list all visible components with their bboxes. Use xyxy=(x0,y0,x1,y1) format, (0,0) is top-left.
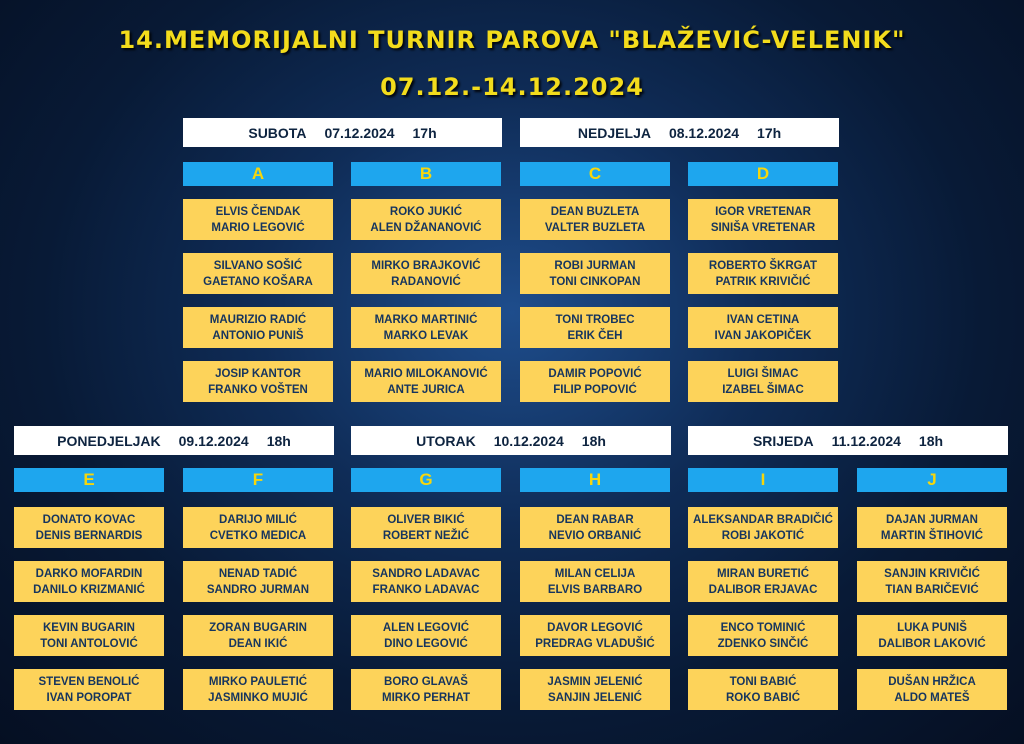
player-name: IVAN JAKOPIČEK xyxy=(714,329,812,342)
day-header-srijeda xyxy=(688,426,1008,455)
player-name: TONI BABIĆ xyxy=(729,675,797,688)
day-date: 08.12.2024 xyxy=(668,124,740,141)
pair-card xyxy=(688,199,838,240)
day-day: UTORAK xyxy=(416,432,476,449)
player-name: IGOR VRETENAR xyxy=(715,205,811,218)
group-header-j: J xyxy=(857,468,1007,492)
player-name: MARTIN ŠTIHOVIĆ xyxy=(880,529,984,542)
player-name: JASMINKO MUJIĆ xyxy=(208,691,308,704)
pair-card xyxy=(351,669,501,710)
player-name: DAJAN JURMAN xyxy=(885,513,978,526)
day-date: 11.12.2024 xyxy=(831,432,901,449)
pair-card xyxy=(351,307,501,348)
player-name: ROKO JUKIĆ xyxy=(389,205,463,218)
player-name: ELVIS BARBARO xyxy=(547,583,643,596)
player-name: SANJIN KRIVIČIĆ xyxy=(884,567,980,580)
group-header-c: C xyxy=(520,162,670,186)
pair-card xyxy=(688,307,838,348)
pair-card xyxy=(688,561,838,602)
pair-card xyxy=(183,253,333,294)
day-date: 09.12.2024 xyxy=(178,432,249,449)
player-name: BORO GLAVAŠ xyxy=(384,675,468,688)
tournament-title: 14.MEMORIJALNI TURNIR PAROVA "BLAŽEVIĆ-VELENIK" xyxy=(118,26,906,54)
player-name: STEVEN BENOLIĆ xyxy=(38,675,140,688)
player-name: DEAN BUZLETA xyxy=(550,205,640,218)
pair-card xyxy=(183,669,333,710)
player-name: ROBI JURMAN xyxy=(554,259,636,272)
player-name: DEAN IKIĆ xyxy=(228,637,288,650)
pair-card xyxy=(857,507,1007,548)
day-day: SRIJEDA xyxy=(752,432,814,449)
pair-card xyxy=(183,615,333,656)
day-time: 18h xyxy=(918,432,944,449)
player-name: DANILO KRIZMANIĆ xyxy=(33,583,145,596)
player-name: DALIBOR ERJAVAC xyxy=(708,583,818,596)
pair-card xyxy=(351,361,501,402)
pair-card xyxy=(183,361,333,402)
pair-card xyxy=(857,615,1007,656)
group-header-i: I xyxy=(688,468,838,492)
player-name: GAETANO KOŠARA xyxy=(203,275,313,288)
player-name: MIRKO BRAJKOVIĆ xyxy=(371,259,481,272)
player-name: KEVIN BUGARIN xyxy=(42,621,135,634)
pair-card xyxy=(351,199,501,240)
player-name: MAURIZIO RADIĆ xyxy=(209,313,307,326)
pair-card xyxy=(520,307,670,348)
player-name: FRANKO VOŠTEN xyxy=(208,383,308,396)
pair-card xyxy=(183,507,333,548)
player-name: LUIGI ŠIMAC xyxy=(727,367,799,380)
player-name: ZDENKO SINČIĆ xyxy=(717,637,809,650)
player-name: JASMIN JELENIĆ xyxy=(547,675,643,688)
player-name: ANTONIO PUNIŠ xyxy=(212,329,304,342)
pair-card xyxy=(183,199,333,240)
day-date: 07.12.2024 xyxy=(324,124,395,141)
pair-card xyxy=(14,669,164,710)
day-day: PONEDJELJAK xyxy=(57,432,161,449)
player-name: ALEN DŽANANOVIĆ xyxy=(370,221,482,234)
player-name: TONI CINKOPAN xyxy=(549,275,641,288)
pair-card xyxy=(351,561,501,602)
group-header-a: A xyxy=(183,162,333,186)
player-name: MILAN CELIJA xyxy=(554,567,636,580)
day-day: NEDJELJA xyxy=(577,124,651,141)
player-name: TONI TROBEC xyxy=(555,313,635,326)
pair-card xyxy=(857,669,1007,710)
day-header-nedjelja xyxy=(520,118,839,147)
day-date: 10.12.2024 xyxy=(493,432,564,449)
player-name: IVAN POROPAT xyxy=(46,691,132,704)
player-name: ANTE JURICA xyxy=(387,383,465,396)
player-name: ELVIS ČENDAK xyxy=(215,205,301,218)
player-name: SANDRO LADAVAC xyxy=(372,567,480,580)
day-day: SUBOTA xyxy=(248,124,307,141)
pair-card xyxy=(688,615,838,656)
pair-card xyxy=(14,561,164,602)
player-name: OLIVER BIKIĆ xyxy=(387,513,465,526)
group-header-g: G xyxy=(351,468,501,492)
player-name: DINO LEGOVIĆ xyxy=(384,637,468,650)
day-header-utorak xyxy=(351,426,671,455)
group-header-b: B xyxy=(351,162,501,186)
player-name: DENIS BERNARDIS xyxy=(35,529,143,542)
day-time: 17h xyxy=(757,124,782,141)
pair-card xyxy=(14,615,164,656)
player-name: SANJIN JELENIĆ xyxy=(548,691,642,704)
player-name: PREDRAG VLADUŠIĆ xyxy=(535,637,655,650)
player-name: DAMIR POPOVIĆ xyxy=(548,367,642,380)
tournament-dates: 07.12.-14.12.2024 xyxy=(380,73,644,101)
player-name: NENAD TADIĆ xyxy=(218,567,298,580)
day-header-subota xyxy=(183,118,502,147)
group-header-e: E xyxy=(14,468,164,492)
player-name: NEVIO ORBANIĆ xyxy=(548,529,642,542)
player-name: MIRAN BURETIĆ xyxy=(717,567,809,580)
pair-card xyxy=(351,253,501,294)
player-name: IZABEL ŠIMAC xyxy=(722,383,804,396)
player-name: CVETKO MEDICA xyxy=(209,529,307,542)
pair-card xyxy=(688,507,838,548)
player-name: ROBERT NEŽIĆ xyxy=(382,529,470,542)
day-time: 17h xyxy=(412,124,437,141)
player-name: SINIŠA VRETENAR xyxy=(710,221,816,234)
player-name: JOSIP KANTOR xyxy=(215,367,301,380)
player-name: FILIP POPOVIĆ xyxy=(553,383,637,396)
player-name: TIAN BARIČEVIĆ xyxy=(885,583,979,596)
pair-card xyxy=(688,253,838,294)
pair-card xyxy=(183,307,333,348)
player-name: ALDO MATEŠ xyxy=(894,691,970,704)
pair-card xyxy=(14,507,164,548)
player-name: DARKO MOFARDIN xyxy=(35,567,143,580)
pair-card xyxy=(688,361,838,402)
pair-card xyxy=(183,561,333,602)
player-name: PATRIK KRIVIČIĆ xyxy=(715,275,811,288)
player-name: IVAN CETINA xyxy=(726,313,800,326)
pair-card xyxy=(520,361,670,402)
player-name: LUKA PUNIŠ xyxy=(897,621,967,634)
pair-card xyxy=(857,561,1007,602)
pair-card xyxy=(351,507,501,548)
pair-card xyxy=(520,669,670,710)
pair-card xyxy=(520,199,670,240)
player-name: SILVANO SOŠIĆ xyxy=(213,259,303,272)
group-header-h: H xyxy=(520,468,670,492)
player-name: ROBERTO ŠKRGAT xyxy=(708,259,818,272)
day-time: 18h xyxy=(581,432,606,449)
player-name: MARIO LEGOVIĆ xyxy=(211,221,305,234)
player-name: FRANKO LADAVAC xyxy=(372,583,480,596)
player-name: MIRKO PAULETIĆ xyxy=(208,675,308,688)
player-name: MARKO MARTINIĆ xyxy=(374,313,478,326)
pair-card xyxy=(351,615,501,656)
group-header-d: D xyxy=(688,162,838,186)
day-time: 18h xyxy=(266,432,291,449)
player-name: VALTER BUZLETA xyxy=(544,221,646,234)
player-name: ROKO BABIĆ xyxy=(725,691,801,704)
player-name: RADANOVIĆ xyxy=(391,275,461,288)
player-name: ROBI JAKOTIĆ xyxy=(721,529,805,542)
player-name: DEAN RABAR xyxy=(556,513,634,526)
player-name: ALEN LEGOVIĆ xyxy=(382,621,470,634)
player-name: DARIJO MILIĆ xyxy=(219,513,297,526)
player-name: DUŠAN HRŽICA xyxy=(888,675,976,688)
pair-card xyxy=(688,669,838,710)
player-name: SANDRO JURMAN xyxy=(206,583,310,596)
player-name: ALEKSANDAR BRADIČIĆ xyxy=(693,513,833,526)
player-name: MARKO LEVAK xyxy=(383,329,469,342)
group-header-f: F xyxy=(183,468,333,492)
day-header-ponedjeljak xyxy=(14,426,334,455)
player-name: ZORAN BUGARIN xyxy=(209,621,307,634)
pair-card xyxy=(520,253,670,294)
pair-card xyxy=(520,561,670,602)
pair-card xyxy=(520,615,670,656)
player-name: ERIK ČEH xyxy=(567,329,623,342)
player-name: MIRKO PERHAT xyxy=(382,691,470,704)
pair-card xyxy=(520,507,670,548)
player-name: ENCO TOMINIĆ xyxy=(720,621,806,634)
player-name: DALIBOR LAKOVIĆ xyxy=(878,637,986,650)
player-name: DONATO KOVAC xyxy=(42,513,136,526)
player-name: MARIO MILOKANOVIĆ xyxy=(364,367,488,380)
player-name: TONI ANTOLOVIĆ xyxy=(40,637,138,650)
player-name: DAVOR LEGOVIĆ xyxy=(547,621,643,634)
